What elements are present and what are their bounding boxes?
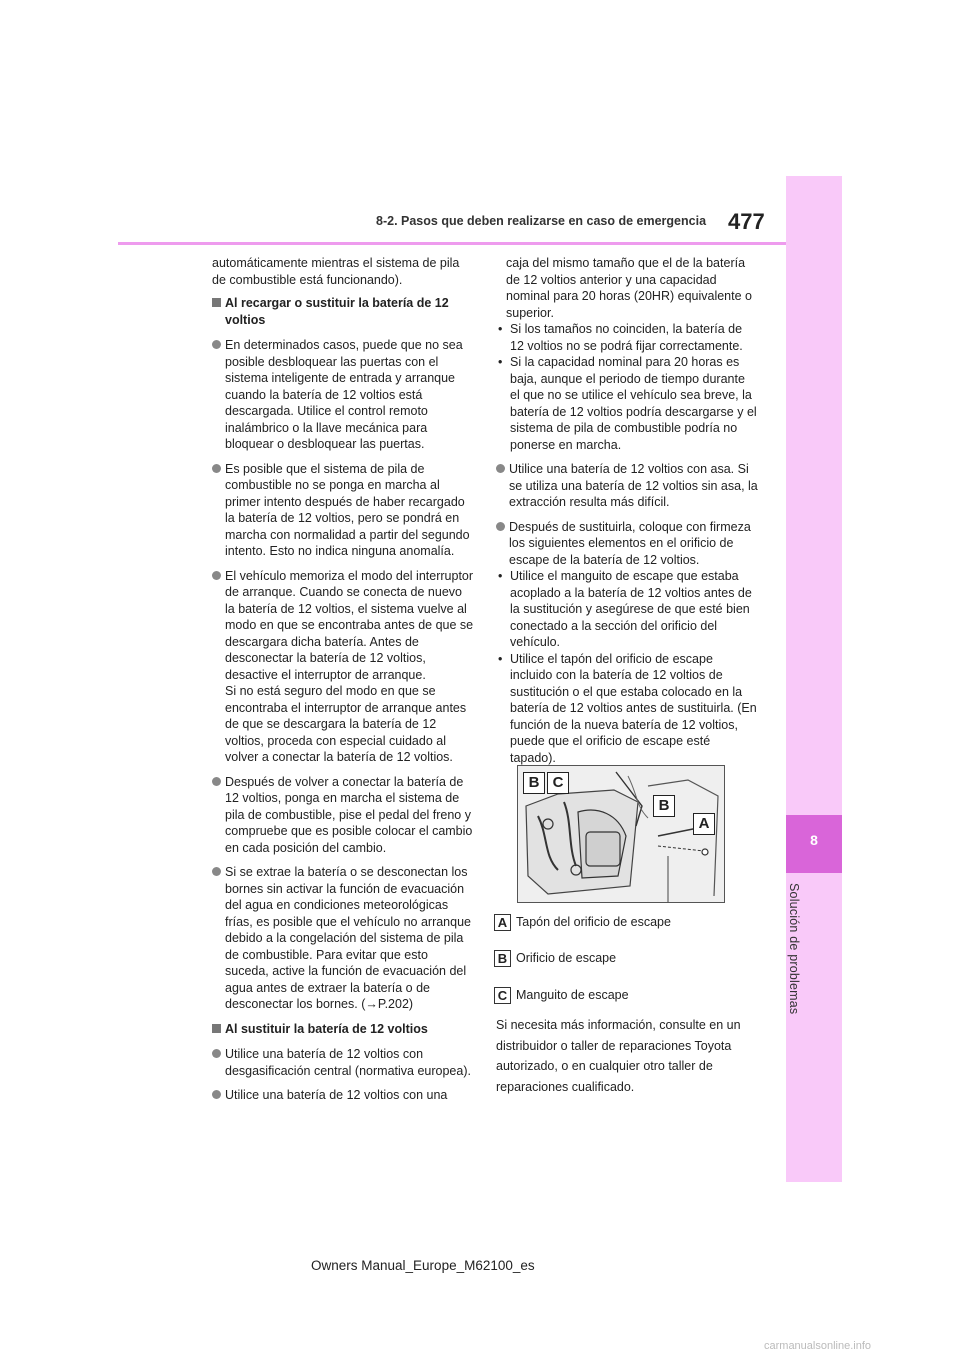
circle-bullet-icon xyxy=(212,1049,221,1058)
circle-bullet-icon xyxy=(212,777,221,786)
bullet-item xyxy=(212,774,474,857)
bullet-text: Utilice una batería de 12 voltios con desgasificación central (normativa europea). xyxy=(225,1047,471,1078)
square-bullet-icon xyxy=(212,1024,221,1033)
bullet-text: Después de volver a conectar la batería de 12 voltios, ponga en marcha el sistema de pila de combustible, pise el pedal del freno y compruebe que es posible colocar el cambio en cada posición del cambio. xyxy=(225,774,473,855)
chapter-number: 8 xyxy=(810,832,818,848)
info-note: Si necesita más información, consulte en un distribuidor o taller de reparaciones Toyota autorizado, o en cualquier otro taller de reparaciones cualificado. xyxy=(496,1018,741,1094)
circle-bullet-icon xyxy=(212,340,221,349)
sub-bullet-icon: • xyxy=(498,322,503,336)
sub-text: Si los tamaños no coinciden, la batería de 12 voltios no se podrá fijar correctamente. xyxy=(510,322,743,353)
chapter-side-tab xyxy=(786,176,842,1182)
bullet-item xyxy=(212,1046,474,1079)
legend-item xyxy=(494,987,629,1004)
legend-key: A xyxy=(494,914,511,931)
bullet-text: Utilice una batería de 12 voltios con una xyxy=(225,1088,448,1102)
legend-text: Tapón del orificio de escape xyxy=(516,914,671,929)
legend-key: B xyxy=(494,950,511,967)
page-number: 477 xyxy=(728,209,765,234)
document-footer: Owners Manual_Europe_M62100_es xyxy=(311,1258,535,1273)
watermark: carmanualsonline.info xyxy=(764,1340,872,1352)
sub-text: Utilice el manguito de escape que estaba acoplado a la batería de 12 voltios antes de la sustitución y asegúrese de que esté bien conectado a la sección del orificio del vehículo. xyxy=(510,569,752,649)
heading-text: Al recargar o sustituir la batería de 12 voltios xyxy=(225,296,449,327)
bullet-item xyxy=(212,864,474,1013)
legend-item xyxy=(494,950,616,967)
label-a-badge: A xyxy=(693,813,715,835)
heading-text: Al sustituir la batería de 12 voltios xyxy=(225,1021,428,1036)
chapter-label: Solución de problemas xyxy=(787,883,801,1015)
intro-text: automáticamente mientras el sistema de pila de combustible está funcionando). xyxy=(212,256,460,287)
circle-bullet-icon xyxy=(496,522,505,531)
bullet-text: El vehículo memoriza el modo del interruptor de arranque. Cuando se conecta de nuevo la batería de 12 voltios, el sistema vuelve al modo en que se encontraba antes de que se descargara dicha batería. Antes de desconectar la batería de 12 voltios, desactive el interruptor de arranque. Si no está seguro del modo en que se encontraba el interruptor de arranque antes de que se descargara la batería de 12 voltios, proceda con especial cuidado al volver a conectar la batería de 12 voltios. xyxy=(225,568,474,764)
sub-bullet-icon: • xyxy=(498,569,503,583)
bullet-text: Utilice una batería de 12 voltios con asa. Si se utiliza una batería de 12 voltios sin asa, la extracción resulta más difícil. xyxy=(509,462,758,509)
circle-bullet-icon xyxy=(212,464,221,473)
bullet-item xyxy=(212,337,474,453)
sub-text: Utilice el tapón del orificio de escape incluido con la batería de 12 voltios de sustitución o el que estaba colocado en la batería de 12 voltios antes de sustituirla. (En función de la nueva batería de 12 voltios, puede que el orificio de escape esté tapado). xyxy=(510,651,757,765)
section-title: 8-2. Pasos que deben realizarse en caso de emergencia xyxy=(376,214,707,228)
bullet-item xyxy=(212,568,474,766)
sub-item xyxy=(496,321,758,354)
label-b-badge: B xyxy=(653,795,675,817)
bullet-text: Después de sustituirla, coloque con firmeza los siguientes elementos en el orificio de escape de la batería de 12 voltios. xyxy=(509,519,751,567)
section-heading xyxy=(212,1021,474,1038)
section-heading xyxy=(212,295,474,328)
circle-bullet-icon xyxy=(212,571,221,580)
right-column xyxy=(496,255,758,766)
sub-text: Si la capacidad nominal para 20 horas es baja, aunque el periodo de tiempo durante el que no se utilice el vehículo sea breve, la batería de 12 voltios podría descargarse y el sistema de pila de combustible podría no ponerse en marcha. xyxy=(510,355,757,452)
sub-item xyxy=(496,354,758,453)
bullet-text: Es posible que el sistema de pila de combustible no se ponga en marcha al primer intento después de haber recargado la batería de 12 voltios, pero se pondrá en marcha con normalidad a partir del segundo intento. Esto no indica ninguna anomalía. xyxy=(225,461,470,558)
sub-bullet-icon: • xyxy=(498,355,503,369)
legend-text: Manguito de escape xyxy=(516,987,629,1002)
square-bullet-icon xyxy=(212,298,221,307)
continuation-text: caja del mismo tamaño que el de la batería de 12 voltios anterior y una capacidad nominal para 20 horas (20HR) equivalente o superior. xyxy=(506,256,752,320)
bullet-item xyxy=(496,461,758,511)
bullet-text: Si se extrae la batería o se desconectan los bornes sin activar la función de evacuación del agua en condiciones meteorológicas frías, es posible que el vehículo no arranque debido a la congelación del sistema de pila de combustible. Para evitar que esto suceda, active la función de evacuación del agua antes de extraer la batería o de desconectar los bornes. (→P.202) xyxy=(225,865,471,1011)
left-column xyxy=(212,255,474,1112)
label-b-badge: B xyxy=(523,772,545,794)
sub-item xyxy=(496,568,758,651)
circle-bullet-icon xyxy=(496,464,505,473)
label-c-badge: C xyxy=(547,772,569,794)
circle-bullet-icon xyxy=(212,1090,221,1099)
sub-item xyxy=(496,651,758,767)
legend-item xyxy=(494,914,671,931)
battery-photo xyxy=(517,765,725,903)
legend-key: C xyxy=(494,987,511,1004)
bullet-item xyxy=(496,519,758,569)
header-divider xyxy=(118,242,786,245)
bullet-item xyxy=(212,1087,474,1104)
bullet-item xyxy=(212,461,474,560)
legend-text: Orificio de escape xyxy=(516,950,617,965)
sub-bullet-icon: • xyxy=(498,651,503,666)
bullet-text: En determinados casos, puede que no sea posible desbloquear las puertas con el sistema inteligente de entrada y arranque cuando la batería de 12 voltios está descargada. Utilice el control remoto inalámbrico o la llave mecánica para bloquear o desbloquear las puertas. xyxy=(225,338,463,451)
circle-bullet-icon xyxy=(212,867,221,876)
